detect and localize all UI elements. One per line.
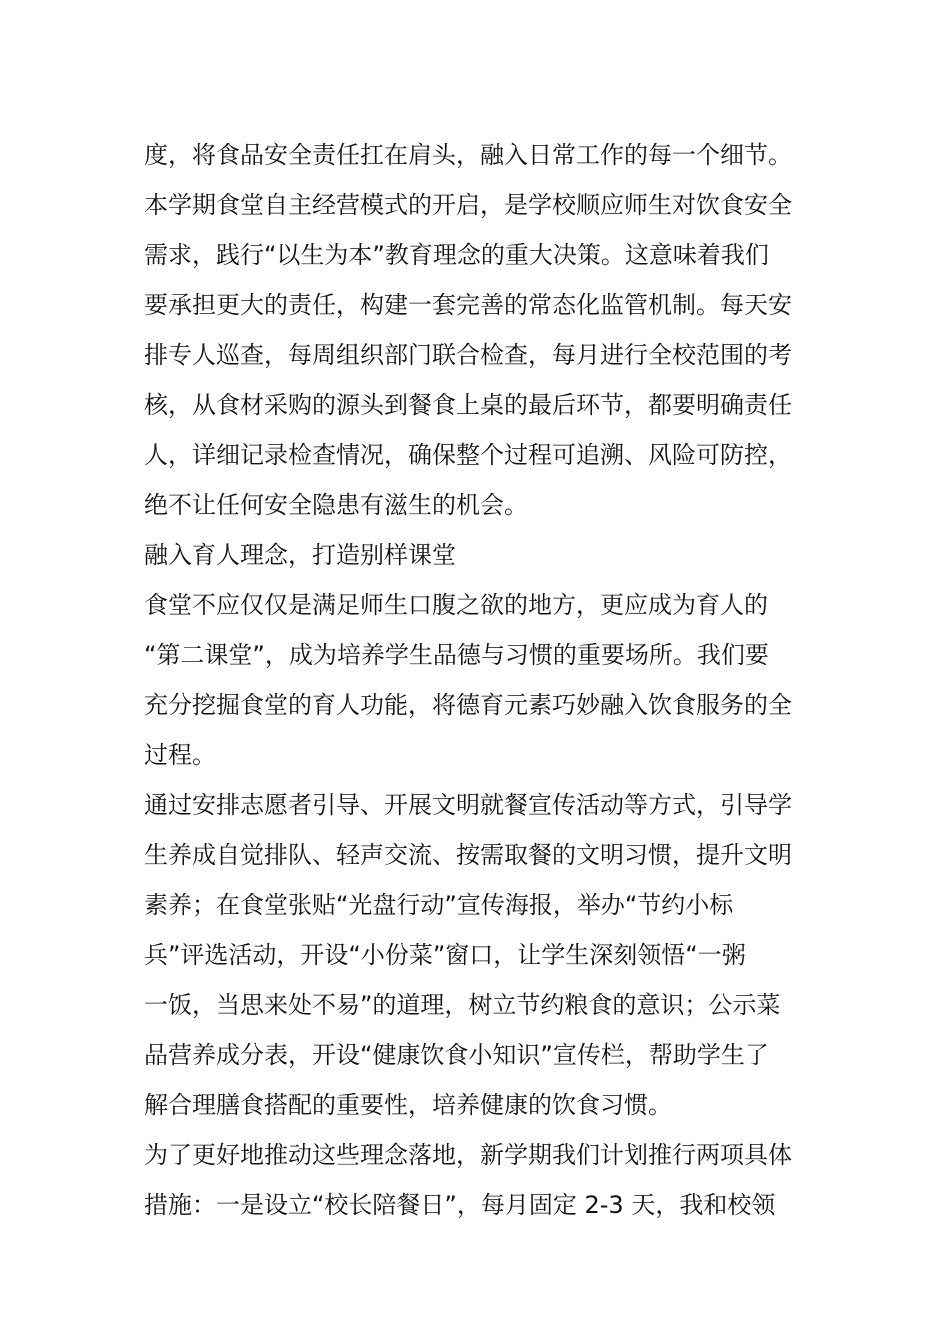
body-line: 措施：一是设立“校长陪餐日”，每月固定 2-3 天，我和校领 — [144, 1191, 776, 1219]
section-heading: 融入育人理念，打造别样课堂 — [144, 541, 456, 569]
body-line: 解合理膳食搭配的重要性，培养健康的饮食习惯。 — [144, 1091, 672, 1119]
body-line: 为了更好地推动这些理念落地，新学期我们计划推行两项具体 — [144, 1141, 792, 1169]
body-line: 食堂不应仅仅是满足师生口腹之欲的地方，更应成为育人的 — [144, 591, 768, 619]
body-line: 绝不让任何安全隐患有滋生的机会。 — [144, 491, 528, 519]
body-line: 核，从食材采购的源头到餐食上桌的最后环节，都要明确责任 — [144, 391, 792, 419]
body-line: 通过安排志愿者引导、开展文明就餐宣传活动等方式，引导学 — [144, 791, 792, 819]
document-body — [144, 130, 814, 1230]
body-line: 人，详细记录检查情况，确保整个过程可追溯、风险可防控， — [144, 441, 792, 469]
body-line: 本学期食堂自主经营模式的开启，是学校顺应师生对饮食安全 — [144, 191, 792, 219]
body-line: 一饭，当思来处不易”的道理，树立节约粮食的意识；公示菜 — [144, 991, 781, 1019]
body-line: “第二课堂”，成为培养学生品德与习惯的重要场所。我们要 — [144, 641, 769, 669]
body-line: 过程。 — [144, 741, 216, 769]
body-line: 要承担更大的责任，构建一套完善的常态化监管机制。每天安 — [144, 291, 792, 319]
body-line: 生养成自觉排队、轻声交流、按需取餐的文明习惯，提升文明 — [144, 841, 792, 869]
body-line: 品营养成分表，开设“健康饮食小知识”宣传栏，帮助学生了 — [144, 1041, 769, 1069]
body-line: 排专人巡查，每周组织部门联合检查，每月进行全校范围的考 — [144, 341, 792, 369]
body-line: 兵”评选活动，开设“小份菜”窗口，让学生深刻领悟“一粥 — [144, 941, 746, 969]
body-line: 充分挖掘食堂的育人功能，将德育元素巧妙融入饮食服务的全 — [144, 691, 792, 719]
body-line: 素养；在食堂张贴“光盘行动”宣传海报，举办“节约小标 — [144, 891, 734, 919]
body-line: 度，将食品安全责任扛在肩头，融入日常工作的每一个细节。 — [144, 141, 792, 169]
body-line: 需求，践行“以生为本”教育理念的重大决策。这意味着我们 — [144, 241, 769, 269]
